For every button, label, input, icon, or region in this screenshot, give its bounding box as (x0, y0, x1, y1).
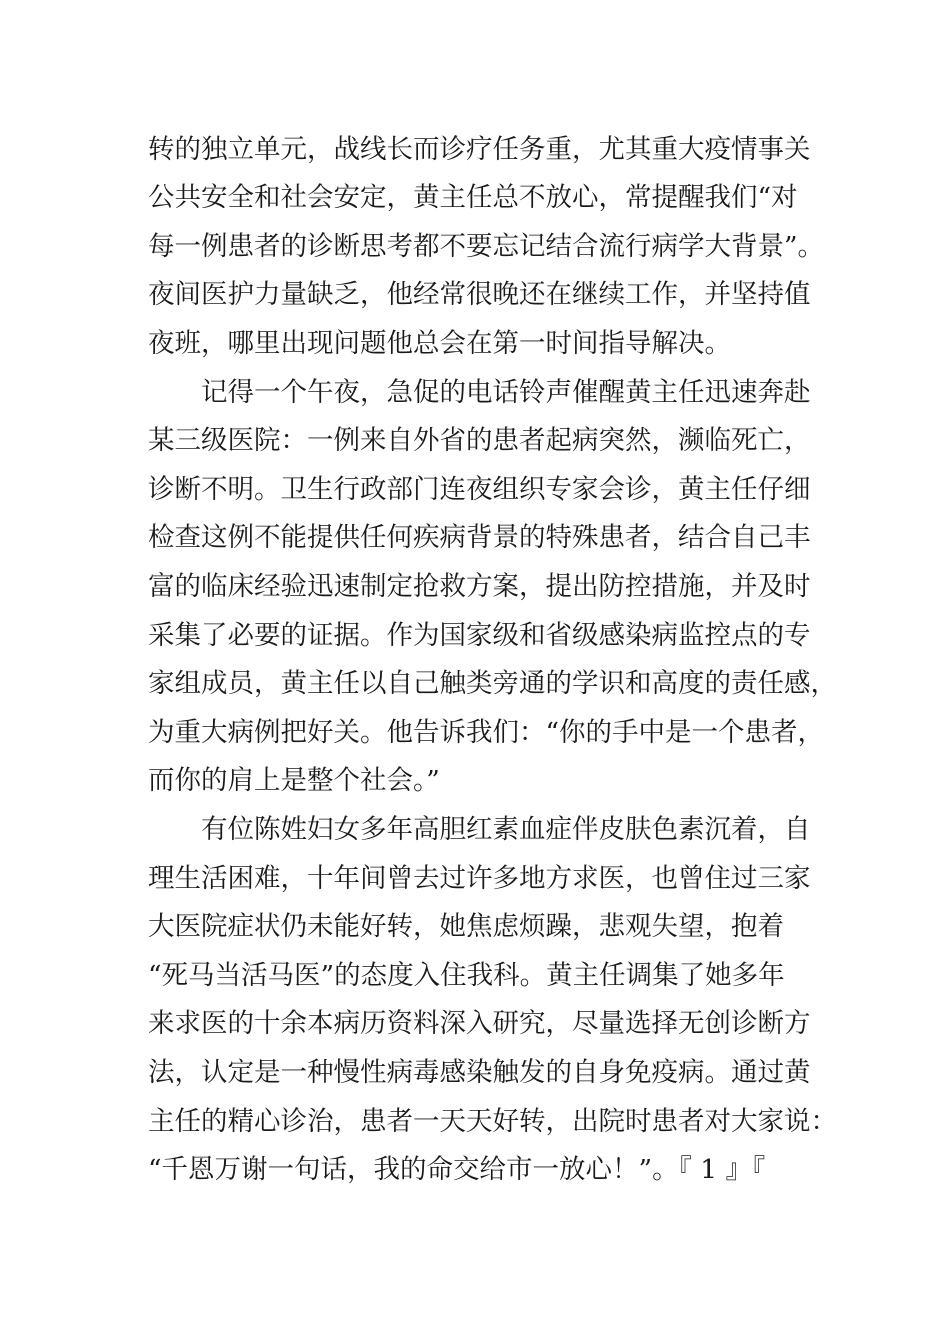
text-line: “千恩万谢一句话，我的命交给市一放心！”。『 1 』『 (148, 1154, 766, 1185)
text-line: 每一例患者的诊断思考都不要忘记结合流行病学大背景”。 (148, 231, 825, 262)
text-line: 主任的精心诊治，患者一天天好转，出院时患者对大家说： (148, 1106, 837, 1137)
text-line: 为重大病例把好关。他告诉我们：“你的手中是一个患者， (148, 717, 825, 748)
text-line: 转的独立单元，战线长而诊疗任务重，尤其重大疫情事关 (148, 134, 811, 165)
text-line: 家组成员，黄主任以自己触类旁通的学识和高度的责任感， (148, 668, 837, 699)
text-line: 来求医的十余本病历资料深入研究，尽量选择无创诊断方 (148, 1008, 811, 1039)
text-line: 公共安全和社会安定，黄主任总不放心，常提醒我们“对 (148, 182, 798, 213)
text-line: 法，认定是一种慢性病毒感染触发的自身免疫病。通过黄 (148, 1057, 811, 1088)
paragraph-first-line: 有位陈姓妇女多年高胆红素血症伴皮肤色素沉着，自 (201, 814, 811, 845)
text-line: 而你的肩上是整个社会。” (148, 765, 440, 796)
text-line: 夜班，哪里出现问题他总会在第一时间指导解决。 (148, 328, 731, 359)
text-line: “死马当活马医”的态度入住我科。黄主任调集了她多年 (148, 960, 785, 991)
text-line: 采集了必要的证据。作为国家级和省级感染病监控点的专 (148, 620, 811, 651)
text-line: 检查这例不能提供任何疾病背景的特殊患者，结合自己丰 (148, 522, 811, 553)
text-line: 诊断不明。卫生行政部门连夜组织专家会诊，黄主任仔细 (148, 474, 811, 505)
text-line: 大医院症状仍未能好转，她焦虑烦躁，悲观失望，抱着 (148, 911, 784, 942)
text-line: 富的临床经验迅速制定抢救方案，提出防控措施，并及时 (148, 571, 811, 602)
paragraph-first-line: 记得一个午夜，急促的电话铃声催醒黄主任迅速奔赴 (201, 377, 811, 408)
text-line: 理生活困难，十年间曾去过许多地方求医，也曾住过三家 (148, 863, 811, 894)
text-line: 某三级医院：一例来自外省的患者起病突然，濒临死亡， (148, 425, 811, 456)
text-line: 夜间医护力量缺乏，他经常很晚还在继续工作，并坚持值 (148, 279, 811, 310)
